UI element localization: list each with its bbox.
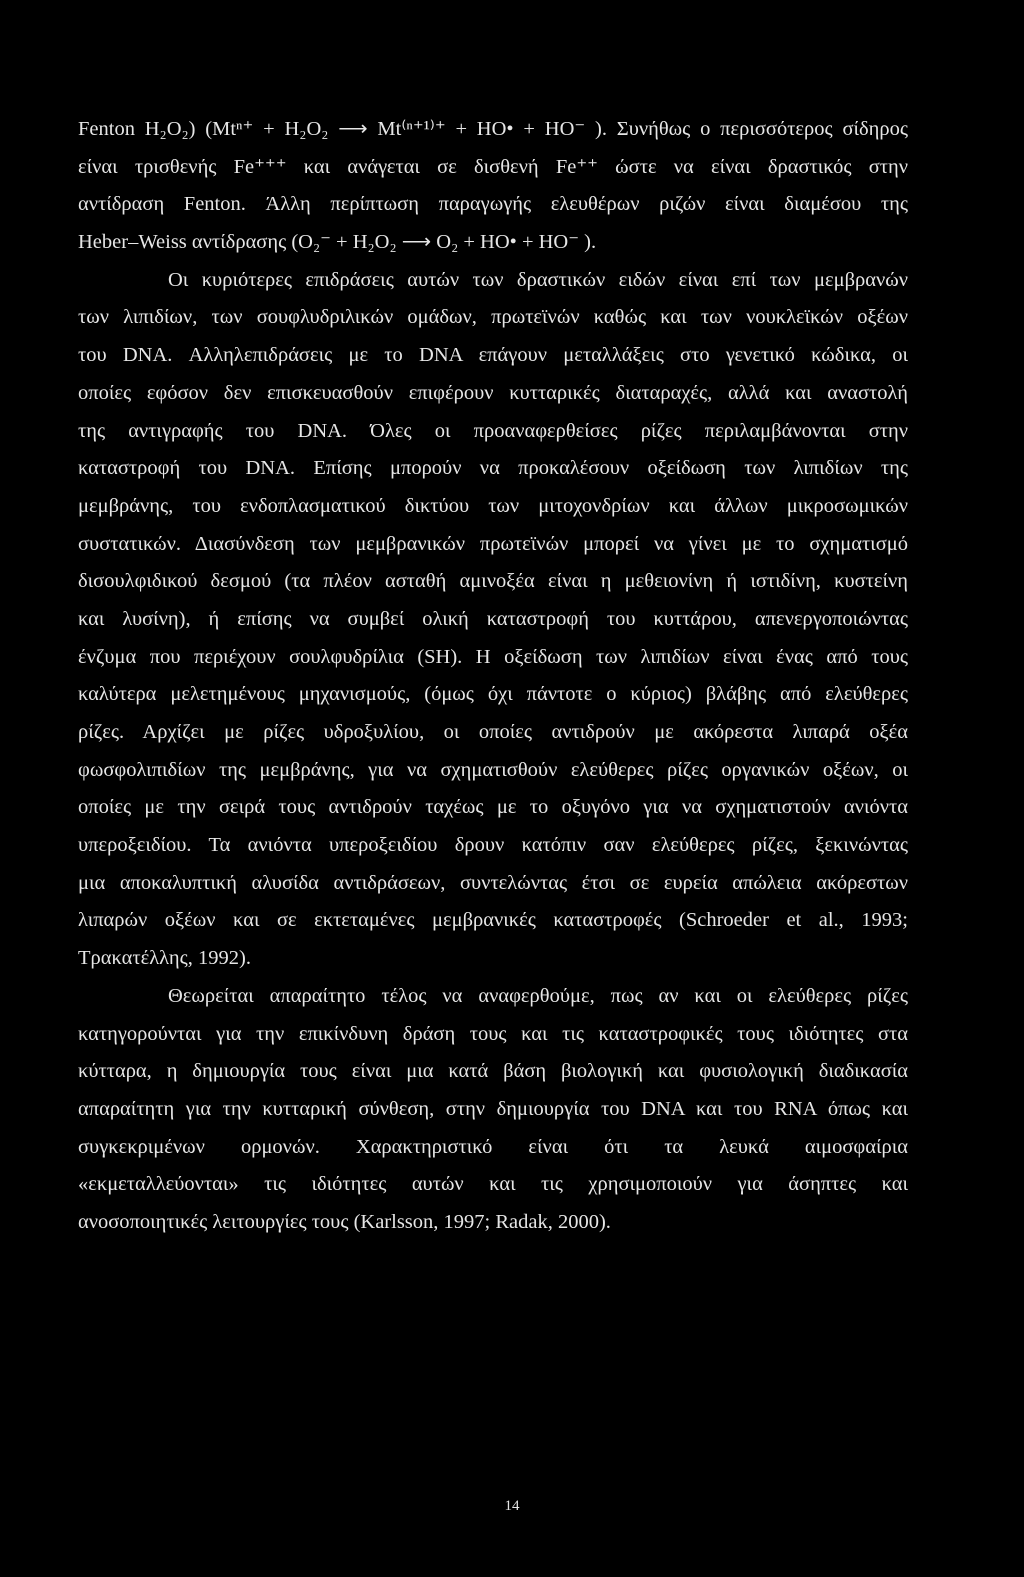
body-text: [78, 114, 908, 1245]
text-line: αντίδραση Fenton. Άλλη περίπτωση παραγωγής ελευθέρων ριζών είναι διαμέσου της: [78, 193, 908, 216]
text-line: κατηγορούνται για την επικίνδυνη δράση τους και τις καταστροφικές τους ιδιότητες στα: [78, 1022, 908, 1045]
text-line: της αντιγραφής του DNA. Όλες οι προαναφερθείσες ρίζες περιλαμβάνονται στην: [78, 419, 908, 442]
text-line: ένζυμα που περιέχουν σουλφυδρίλια (SH). Η οξείδωση των λιπιδίων είναι ένας από τους: [78, 645, 908, 668]
text-line: οποίες εφόσον δεν επισκευασθούν επιφέρουν κυτταρικές διαταραχές, αλλά και αναστολή: [78, 381, 908, 404]
paragraph-first-line: Θεωρείται απαραίτητο τέλος να αναφερθούμε, πως αν και οι ελεύθερες ρίζες: [168, 984, 908, 1007]
text-line: φωσφολιπιδίων της μεμβράνης, για να σχηματισθούν ελεύθερες ρίζες οργανικών οξέων, οι: [78, 758, 908, 781]
page-number: 14: [504, 1498, 520, 1514]
text-line: συγκεκριμένων ορμονών. Χαρακτηριστικό είναι ότι τα λευκά αιμοσφαίρια: [78, 1135, 908, 1158]
text-line: ανοσοποιητικές λειτουργίες τους (Karlsson, 1997; Radak, 2000).: [78, 1210, 611, 1233]
text-line: καλύτερα μελετημένους μηχανισμούς, (όμως όχι πάντοτε ο κύριος) βλάβης από ελεύθερες: [78, 683, 908, 706]
text-line: κύτταρα, η δημιουργία τους είναι μια κατά βάση βιολογική και φυσιολογική διαδικασία: [78, 1060, 908, 1083]
text-line: μια αποκαλυπτική αλυσίδα αντιδράσεων, συντελώντας έτσι σε ευρεία απώλεια ακόρεστων: [78, 871, 908, 894]
text-line: απαραίτητη για την κυτταρική σύνθεση, στην δημιουργία του DNA και του RNA όπως και: [78, 1097, 908, 1120]
paragraph-first-line: Οι κυριότερες επιδράσεις αυτών των δραστικών ειδών είναι επί των μεμβρανών: [168, 268, 908, 291]
text-line: του DNA. Αλληλεπιδράσεις με το DNA επάγουν μεταλλάξεις στο γενετικό κώδικα, οι: [78, 344, 908, 367]
text-line: των λιπιδίων, των σουφλυδριλικών ομάδων, πρωτεϊνών καθώς και των νουκλεϊκών οξέων: [78, 306, 908, 329]
text-line: καταστροφή του DNA. Επίσης μπορούν να προκαλέσουν οξείδωση των λιπιδίων της: [78, 457, 908, 480]
text-line: «εκμεταλλεύονται» τις ιδιότητες αυτών και τις χρησιμοποιούν για άσηπτες και: [78, 1173, 908, 1196]
text-line: και λυσίνη), ή επίσης να συμβεί ολική καταστροφή του κυττάρου, απενεργοποιώντας: [78, 607, 908, 630]
text-line: Τρακατέλλης, 1992).: [78, 947, 251, 970]
text-line: οποίες με την σειρά τους αντιδρούν ταχέως με το οξυγόνο για να σχηματιστούν ανιόντα: [78, 796, 908, 819]
text-line: δισουλφιδικού δεσμού (τα πλέον ασταθή αμινοξέα είναι η μεθειονίνη ή ιστιδίνη, κυστείνη: [78, 570, 908, 593]
text-line: υπεροξειδίου. Τα ανιόντα υπεροξειδίου δρουν κατόπιν σαν ελεύθερες ρίζες, ξεκινώντας: [78, 834, 908, 857]
text-line: Fenton H₂O₂) (Mtⁿ⁺ + H₂O₂ ⟶ Mt⁽ⁿ⁺¹⁾⁺ + HO• + HO⁻ ). Συνήθως ο περισσότερος σίδηρος: [78, 118, 908, 140]
text-line: μεμβράνης, του ενδοπλασματικού δικτύου των μιτοχονδρίων και άλλων μικροσωμικών: [78, 494, 908, 517]
text-line: λιπαρών οξέων και σε εκτεταμένες μεμβρανικές καταστροφές (Schroeder et al., 1993;: [78, 909, 908, 932]
text-line: είναι τρισθενής Fe⁺⁺⁺ και ανάγεται σε δισθενή Fe⁺⁺ ώστε να είναι δραστικός στην: [78, 155, 908, 178]
text-line: Heber–Weiss αντίδρασης (O₂⁻ + H₂O₂ ⟶ O₂ + HO• + HO⁻ ).: [78, 231, 597, 254]
text-line: συστατικών. Διασύνδεση των μεμβρανικών πρωτεϊνών μπορεί να γίνει με το σχηματισμό: [78, 532, 908, 555]
text-line: ρίζες. Αρχίζει με ρίζες υδροξυλίου, οι οποίες αντιδρούν με ακόρεστα λιπαρά οξέα: [78, 721, 908, 743]
